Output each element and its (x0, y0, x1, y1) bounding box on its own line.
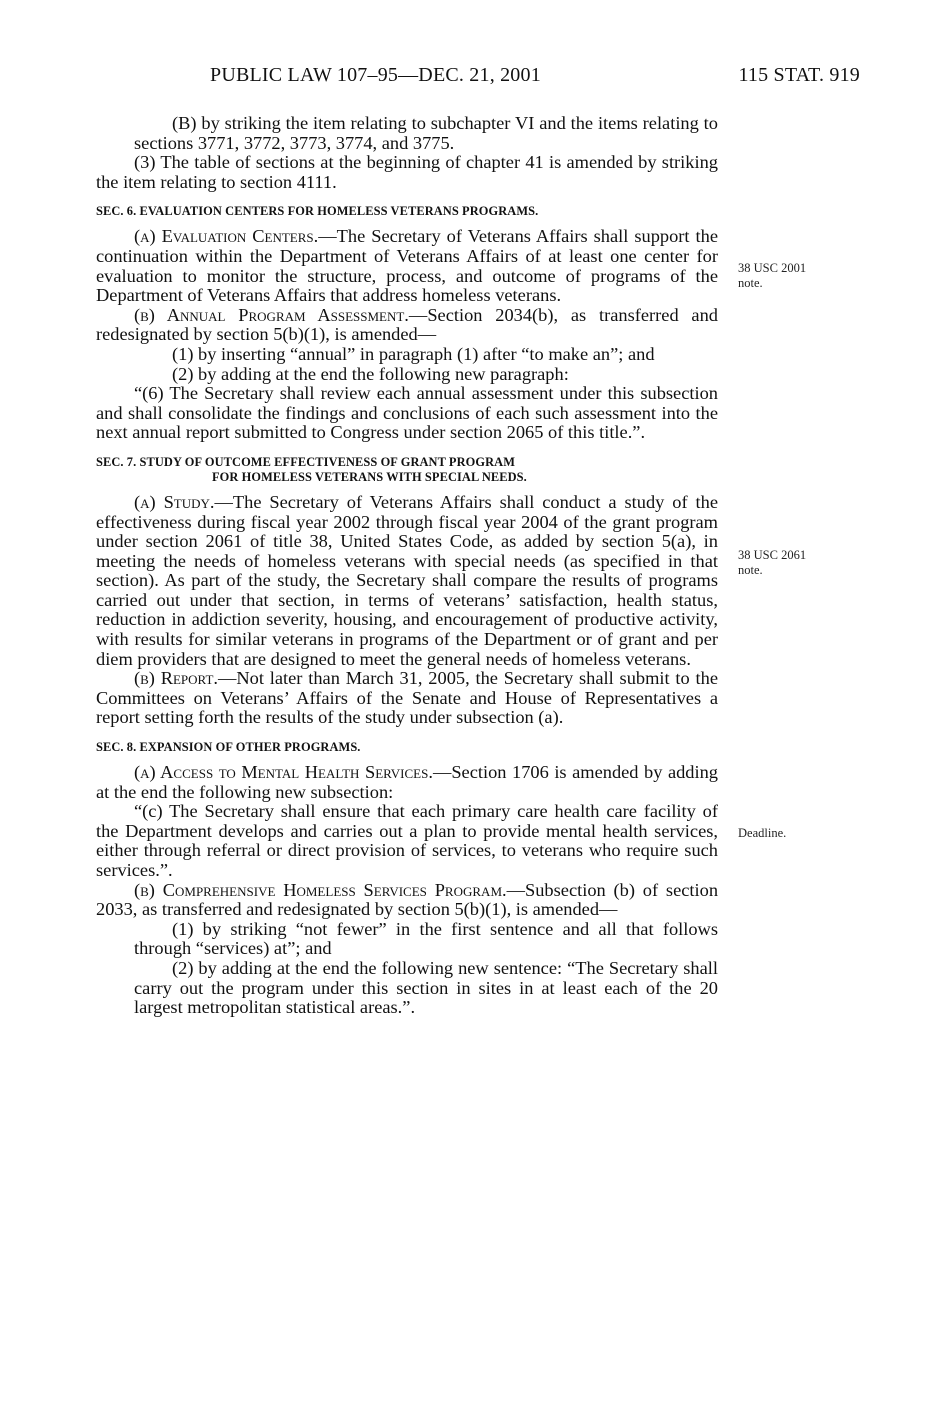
sec8-subsection-a (96, 763, 718, 802)
margin-note-sec6-citation: 38 USC 2001 (738, 261, 807, 275)
sec7-a-text: —The Secretary of Veterans Affairs shall conduct a study of the effectiveness during fiscal year 2002 through fiscal year 2004 of the grant program under section 2061 of title 38, United States Code, as added by section 5(a), in meeting the needs of homeless veterans with special needs (as specified in that section). As part of the study, the Secretary shall compare the results of programs carried out under that section, in terms of veterans’ satisfaction, health status, reduction in addiction severity, housing, and encouragement of productive activity, with results for similar veterans in programs of the Department or of grant and per diem providers that are designed to meet the general needs of homeless veterans. (96, 491, 718, 669)
sec6-b-paragraph-1: (1) by inserting “annual” in paragraph (1) after “to make an”; and (172, 343, 655, 364)
sec7-subsection-b (96, 669, 718, 728)
margin-note-sec7 (738, 548, 858, 578)
sec7-subsection-a (96, 493, 718, 669)
sec6-subsection-b (96, 306, 718, 345)
section-7-heading-line1: SEC. 7. STUDY OF OUTCOME EFFECTIVENESS OF GRANT PROGRAM (96, 454, 516, 469)
sec7-b-label: (b) Report. (134, 668, 218, 689)
sec6-subsection-a (96, 227, 718, 305)
section-7-heading-line2: FOR HOMELESS VETERANS WITH SPECIAL NEEDS. (212, 469, 527, 484)
sec6-b-paragraph-2: (2) by adding at the end the following new paragraph: (172, 363, 569, 384)
margin-note-deadline-text: Deadline. (738, 826, 787, 840)
margin-note-sec7-citation: 38 USC 2061 (738, 548, 807, 562)
header-title: PUBLIC LAW 107–95—DEC. 21, 2001 (210, 64, 541, 86)
sec6-a-text: —The Secretary of Veterans Affairs shall support the continuation within the Department of Veterans Affairs of at least one center for evaluation to monitor the structure, process, and outcome of programs of the Department of Veterans Affairs that address homeless veterans. (96, 226, 718, 306)
sec6-b-text: —Section 2034(b), as transferred and redesignated by section 5(b)(1), is amended— (96, 304, 718, 345)
sec8-a-text: —Section 1706 is amended by adding at the end the following new subsection: (96, 762, 718, 802)
section-8-heading: SEC. 8. EXPANSION OF OTHER PROGRAMS. (96, 740, 361, 755)
main-text-column (96, 114, 718, 1018)
sec6-b-label: (b) Annual Program Assessment. (134, 304, 409, 325)
page-header (96, 64, 860, 94)
sec8-subsection-b (96, 881, 718, 920)
sec8-b-text: —Subsection (b) of section 2033, as transferred and redesignated by section 5(b)(1), is amended— (96, 879, 719, 920)
margin-note-sec6-note: note. (738, 276, 763, 290)
sec8-b-paragraph-2: (2) by adding at the end the following new sentence: “The Secretary shall carry out the program under this section in sites in at least each of the 20 largest metropolitan statistical areas.”. (134, 957, 718, 1018)
sec8-b-paragraph-1: (1) by striking “not fewer” in the first sentence and all that follows through “services) at”; and (134, 918, 718, 959)
sec8-b-label: (b) Comprehensive Homeless Services Program. (134, 879, 507, 900)
section-7-heading (96, 455, 718, 485)
header-stat-page: 115 STAT. 919 (738, 64, 860, 86)
sec6-b-quoted-paragraph: “(6) The Secretary shall review each annual assessment under this subsection and shall consolidate the findings and conclusions of each such assessment into the next annual report submitted to Congress under section 2065 of this title.”. (96, 383, 718, 443)
section-6-heading: SEC. 6. EVALUATION CENTERS FOR HOMELESS VETERANS PROGRAMS. (96, 204, 539, 219)
margin-note-sec6 (738, 261, 858, 291)
sec8-a-quoted-subsection: “(c) The Secretary shall ensure that each primary care health care facility of the Department develops and carries out a plan to provide mental health services, either through referral or direct provision of services, to veterans who require such services.”. (96, 801, 718, 880)
margin-note-deadline (738, 826, 858, 841)
sec7-b-text: —Not later than March 31, 2005, the Secretary shall submit to the Committees on Veterans’ Affairs of the Senate and House of Representatives a report setting forth the results of the study under subsection (a). (96, 668, 718, 728)
paragraph-b-strike: (B) by striking the item relating to subchapter VI and the items relating to sections 3771, 3772, 3773, 3774, and 3775. (134, 113, 718, 153)
paragraph-3-table: (3) The table of sections at the beginning of chapter 41 is amended by striking the item relating to section 4111. (96, 152, 718, 192)
sec6-a-label: (a) Evaluation Centers. (134, 226, 319, 247)
sec8-a-label: (a) Access to Mental Health Services. (134, 762, 433, 783)
margin-note-sec7-note: note. (738, 563, 763, 577)
sec7-a-label: (a) Study. (134, 491, 215, 512)
